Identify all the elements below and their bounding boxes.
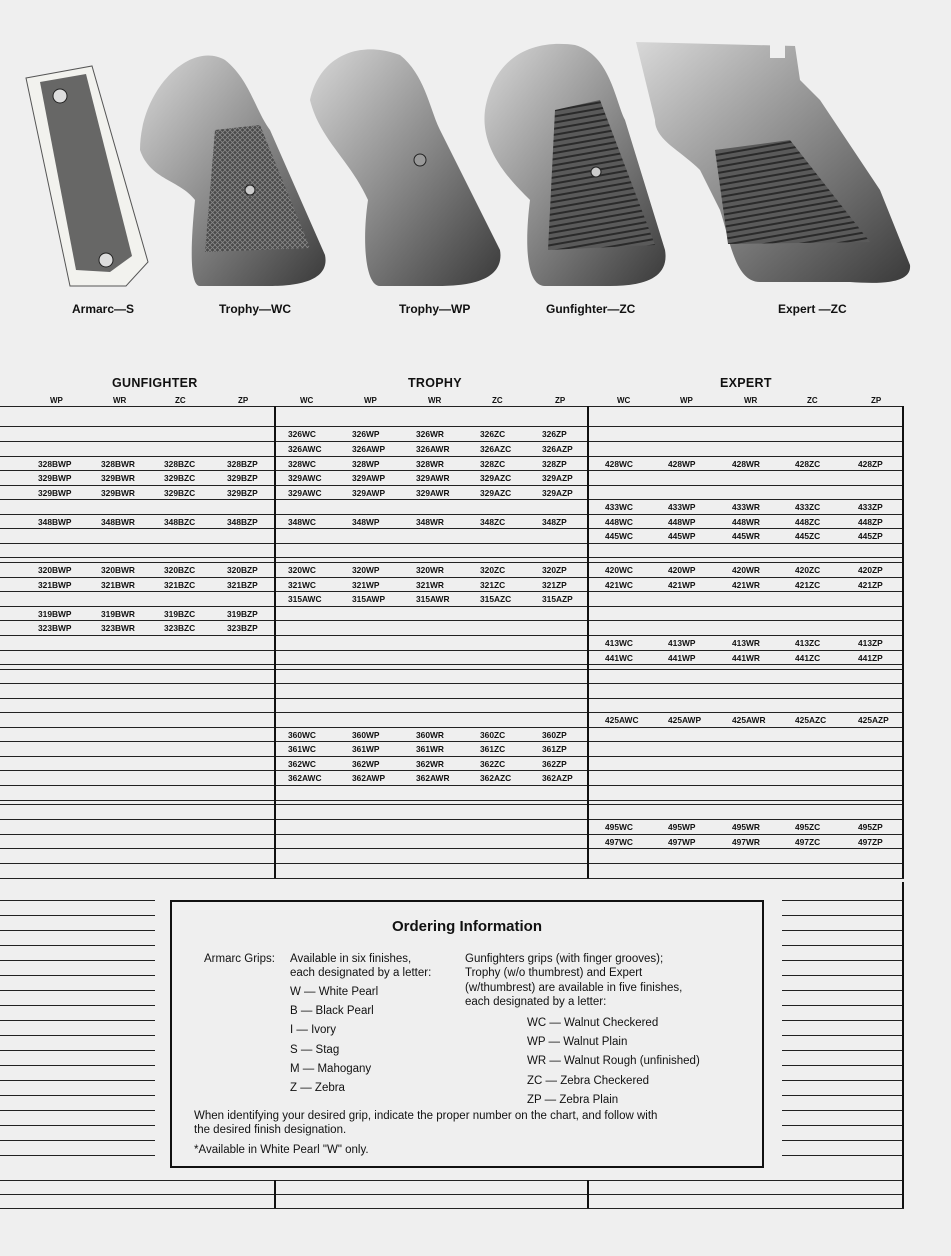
side-rule [782, 915, 902, 916]
column-header: ZC [492, 396, 503, 405]
table-cell: 421WR [732, 580, 760, 590]
table-cell: 320BZC [164, 565, 196, 575]
column-header: WP [364, 396, 377, 405]
side-rule [0, 915, 155, 916]
side-rule [782, 900, 902, 901]
table-rule [0, 863, 904, 864]
armarc-finish: Z — Zebra [290, 1082, 345, 1094]
instruction-line-2: the desired finish designation. [194, 1124, 347, 1136]
table-cell: 328BZP [227, 459, 258, 469]
table-cell: 319BWR [101, 609, 135, 619]
gun-finish: WR — Walnut Rough (unfinished) [527, 1055, 700, 1067]
table-cell: 321ZC [480, 580, 506, 590]
column-header: ZP [871, 396, 882, 405]
table-cell: 448WP [668, 517, 696, 527]
table-rule [0, 470, 904, 471]
table-cell: 362WP [352, 759, 380, 769]
gun-finish: ZC — Zebra Checkered [527, 1075, 650, 1087]
table-cell: 319BWP [38, 609, 72, 619]
table-rule [0, 1180, 904, 1181]
caption-armarc: Armarc—S [72, 302, 135, 316]
table-cell: 315AZC [480, 594, 512, 604]
side-rule [782, 930, 902, 931]
table-cell: 361WP [352, 744, 380, 754]
table-cell: 495WC [605, 822, 633, 832]
table-rule [0, 441, 904, 442]
table-cell: 361WR [416, 744, 444, 754]
table-cell: 321BWR [101, 580, 135, 590]
table-cell: 321BZP [227, 580, 258, 590]
table-cell: 329AWP [352, 488, 386, 498]
table-cell: 441WR [732, 653, 760, 663]
table-cell: 421WC [605, 580, 633, 590]
table-rule [0, 804, 904, 805]
table-rule [0, 770, 904, 771]
table-cell: 348WC [288, 517, 316, 527]
table-cell: 433ZC [795, 502, 821, 512]
table-cell: 495ZP [858, 822, 883, 832]
side-rule [0, 1095, 155, 1096]
table-cell: 361ZC [480, 744, 506, 754]
table-cell: 323BZC [164, 623, 196, 633]
caption-trophy-wp: Trophy—WP [399, 302, 471, 316]
table-cell: 348WR [416, 517, 444, 527]
side-rule [0, 990, 155, 991]
table-rule [0, 669, 904, 670]
table-cell: 323BWR [101, 623, 135, 633]
section-gunfighter: GUNFIGHTER [112, 376, 198, 390]
table-cell: 495ZC [795, 822, 821, 832]
table-cell: 360WP [352, 730, 380, 740]
table-cell: 428WP [668, 459, 696, 469]
table-cell: 497ZP [858, 837, 883, 847]
side-rule [0, 1020, 155, 1021]
table-cell: 433WC [605, 502, 633, 512]
availability-note: *Available in White Pearl "W" only. [194, 1144, 369, 1156]
side-rule [782, 945, 902, 946]
table-cell: 425AWC [605, 715, 639, 725]
armarc-grip-image [26, 66, 148, 286]
table-rule [0, 756, 904, 757]
side-rule [0, 1125, 155, 1126]
column-divider [587, 1180, 589, 1208]
table-cell: 326WC [288, 429, 316, 439]
table-rule [0, 406, 904, 407]
side-rule [0, 1110, 155, 1111]
grip-photos [0, 0, 951, 300]
side-rule [782, 960, 902, 961]
column-divider [902, 882, 904, 1208]
column-header: ZC [807, 396, 818, 405]
table-cell: 413WR [732, 638, 760, 648]
table-cell: 329BWR [101, 473, 135, 483]
table-cell: 326AZP [542, 444, 573, 454]
side-rule [782, 975, 902, 976]
side-rule [782, 1035, 902, 1036]
table-rule [0, 591, 904, 592]
table-cell: 328BWR [101, 459, 135, 469]
table-rule [0, 878, 904, 879]
table-rule [0, 577, 904, 578]
table-cell: 328ZP [542, 459, 567, 469]
armarc-text-1: Available in six finishes, [290, 953, 412, 965]
side-rule [0, 1035, 155, 1036]
table-cell: 362AZP [542, 773, 573, 783]
table-cell: 433WP [668, 502, 696, 512]
table-cell: 360WR [416, 730, 444, 740]
table-cell: 362WR [416, 759, 444, 769]
table-cell: 326AWC [288, 444, 322, 454]
table-cell: 328BWP [38, 459, 72, 469]
side-rule [0, 900, 155, 901]
side-rule [782, 1155, 902, 1156]
side-rule [0, 945, 155, 946]
table-cell: 445WP [668, 531, 696, 541]
table-cell: 329BWP [38, 473, 72, 483]
side-rule [782, 990, 902, 991]
table-cell: 320WP [352, 565, 380, 575]
ordering-title: Ordering Information [392, 918, 542, 935]
side-rule [0, 930, 155, 931]
table-rule [0, 664, 904, 665]
table-cell: 321WP [352, 580, 380, 590]
table-rule [0, 683, 904, 684]
side-rule [782, 1110, 902, 1111]
table-rule [0, 499, 904, 500]
table-cell: 329BZP [227, 473, 258, 483]
table-cell: 329BZC [164, 488, 196, 498]
table-rule [0, 557, 904, 558]
table-cell: 320ZP [542, 565, 567, 575]
table-cell: 361ZP [542, 744, 567, 754]
table-cell: 329BWR [101, 488, 135, 498]
table-rule [0, 606, 904, 607]
table-rule [0, 800, 904, 801]
ordering-info-box [170, 900, 764, 1168]
table-cell: 315AWR [416, 594, 450, 604]
table-cell: 421WP [668, 580, 696, 590]
table-cell: 448ZP [858, 517, 883, 527]
table-cell: 326AWP [352, 444, 386, 454]
side-rule [782, 1140, 902, 1141]
column-divider [587, 406, 589, 878]
table-cell: 428WR [732, 459, 760, 469]
table-cell: 326AZC [480, 444, 512, 454]
table-rule [0, 528, 904, 529]
table-rule [0, 456, 904, 457]
table-cell: 497ZC [795, 837, 821, 847]
gunfighter-zc-grip-image [484, 44, 665, 286]
side-rule [0, 1065, 155, 1066]
side-rule [0, 1155, 155, 1156]
column-header: WR [744, 396, 758, 405]
table-cell: 445WC [605, 531, 633, 541]
table-cell: 360ZC [480, 730, 506, 740]
table-cell: 348BZC [164, 517, 196, 527]
table-rule [0, 785, 904, 786]
table-cell: 348BZP [227, 517, 258, 527]
table-cell: 329AZP [542, 488, 573, 498]
table-cell: 315AWP [352, 594, 386, 604]
table-cell: 328ZC [480, 459, 506, 469]
table-cell: 495WP [668, 822, 696, 832]
trophy-wc-grip-image [140, 56, 326, 286]
table-cell: 329AWC [288, 488, 322, 498]
section-trophy: TROPHY [408, 376, 462, 390]
table-rule [0, 1194, 904, 1195]
table-cell: 441WP [668, 653, 696, 663]
table-rule [0, 698, 904, 699]
table-cell: 362WC [288, 759, 316, 769]
table-cell: 326WP [352, 429, 380, 439]
table-cell: 360WC [288, 730, 316, 740]
table-cell: 420ZP [858, 565, 883, 575]
armarc-finish: B — Black Pearl [290, 1005, 374, 1017]
table-rule [0, 426, 904, 427]
table-cell: 320WC [288, 565, 316, 575]
table-cell: 319BZP [227, 609, 258, 619]
table-cell: 329BZP [227, 488, 258, 498]
side-rule [0, 1140, 155, 1141]
table-cell: 413ZC [795, 638, 821, 648]
column-divider [274, 406, 276, 878]
column-header: ZP [555, 396, 566, 405]
table-cell: 326ZC [480, 429, 506, 439]
table-cell: 329AWP [352, 473, 386, 483]
table-cell: 420WR [732, 565, 760, 575]
column-header: WP [680, 396, 693, 405]
table-cell: 425AZC [795, 715, 827, 725]
table-cell: 320ZC [480, 565, 506, 575]
table-cell: 421ZC [795, 580, 821, 590]
table-cell: 328BZC [164, 459, 196, 469]
gun-text-3: (w/thumbrest) are available in five finishes, [465, 982, 683, 994]
table-cell: 320WR [416, 565, 444, 575]
table-cell: 328WC [288, 459, 316, 469]
table-cell: 441ZC [795, 653, 821, 663]
armarc-finish: S — Stag [290, 1044, 340, 1056]
table-cell: 445ZC [795, 531, 821, 541]
table-cell: 428ZP [858, 459, 883, 469]
caption-expert-zc: Expert —ZC [778, 302, 847, 316]
side-rule [0, 1005, 155, 1006]
table-cell: 323BZP [227, 623, 258, 633]
column-header: ZP [238, 396, 249, 405]
armarc-finish: M — Mahogany [290, 1063, 372, 1075]
table-cell: 362AWC [288, 773, 322, 783]
table-cell: 362ZP [542, 759, 567, 769]
table-cell: 348BWP [38, 517, 72, 527]
table-cell: 420WC [605, 565, 633, 575]
caption-trophy-wc: Trophy—WC [219, 302, 291, 316]
table-rule [0, 1208, 904, 1209]
column-divider [902, 406, 904, 878]
table-cell: 441WC [605, 653, 633, 663]
table-cell: 348ZC [480, 517, 506, 527]
column-divider [274, 1180, 276, 1208]
table-cell: 329AZP [542, 473, 573, 483]
table-cell: 497WC [605, 837, 633, 847]
table-cell: 348BWR [101, 517, 135, 527]
table-cell: 448WR [732, 517, 760, 527]
table-cell: 329AZC [480, 488, 512, 498]
column-header: WR [428, 396, 442, 405]
table-cell: 348ZP [542, 517, 567, 527]
trophy-wp-grip-image [310, 49, 500, 286]
table-cell: 495WR [732, 822, 760, 832]
section-expert: EXPERT [720, 376, 772, 390]
table-cell: 315AZP [542, 594, 573, 604]
table-cell: 445WR [732, 531, 760, 541]
table-rule [0, 848, 904, 849]
table-cell: 320BWP [38, 565, 72, 575]
table-cell: 362AZC [480, 773, 512, 783]
table-cell: 329BZC [164, 473, 196, 483]
table-rule [0, 635, 904, 636]
table-cell: 321WR [416, 580, 444, 590]
table-cell: 445ZP [858, 531, 883, 541]
column-header: ZC [175, 396, 186, 405]
table-cell: 326AWR [416, 444, 450, 454]
table-rule [0, 485, 904, 486]
gun-text-2: Trophy (w/o thumbrest) and Expert [465, 967, 643, 979]
table-cell: 362AWP [352, 773, 386, 783]
caption-gunfighter-zc: Gunfighter—ZC [546, 302, 636, 316]
table-cell: 348WP [352, 517, 380, 527]
column-header: WC [300, 396, 314, 405]
column-header: WC [617, 396, 631, 405]
table-cell: 320BWR [101, 565, 135, 575]
table-cell: 362AWR [416, 773, 450, 783]
table-cell: 326WR [416, 429, 444, 439]
side-rule [782, 1125, 902, 1126]
table-cell: 328WR [416, 459, 444, 469]
table-rule [0, 712, 904, 713]
instruction-line-1: When identifying your desired grip, indicate the proper number on the chart, and follow with [194, 1110, 658, 1122]
gun-text-1: Gunfighters grips (with finger grooves); [465, 953, 664, 965]
table-rule [0, 741, 904, 742]
table-cell: 360ZP [542, 730, 567, 740]
table-cell: 321WC [288, 580, 316, 590]
column-header: WP [50, 396, 63, 405]
table-rule [0, 562, 904, 563]
table-cell: 329AWR [416, 488, 450, 498]
table-cell: 329AWR [416, 473, 450, 483]
column-header: WR [113, 396, 127, 405]
table-cell: 448ZC [795, 517, 821, 527]
gun-finish: ZP — Zebra Plain [527, 1094, 619, 1106]
table-cell: 315AWC [288, 594, 322, 604]
table-cell: 428WC [605, 459, 633, 469]
table-cell: 320BZP [227, 565, 258, 575]
table-cell: 323BWP [38, 623, 72, 633]
table-cell: 413WC [605, 638, 633, 648]
table-cell: 321BWP [38, 580, 72, 590]
table-rule [0, 620, 904, 621]
table-rule [0, 543, 904, 544]
table-cell: 362ZC [480, 759, 506, 769]
armarc-lead: Armarc Grips: [204, 953, 275, 965]
table-cell: 321ZP [542, 580, 567, 590]
side-rule [782, 1005, 902, 1006]
side-rule [782, 1050, 902, 1051]
table-cell: 428ZC [795, 459, 821, 469]
table-rule [0, 650, 904, 651]
armarc-finish: W — White Pearl [290, 986, 379, 998]
gun-finish: WC — Walnut Checkered [527, 1017, 659, 1029]
table-cell: 329BWP [38, 488, 72, 498]
table-cell: 433WR [732, 502, 760, 512]
table-rule [0, 819, 904, 820]
table-cell: 329AZC [480, 473, 512, 483]
table-cell: 441ZP [858, 653, 883, 663]
table-cell: 425AWR [732, 715, 766, 725]
table-cell: 421ZP [858, 580, 883, 590]
table-cell: 433ZP [858, 502, 883, 512]
gun-finish: WP — Walnut Plain [527, 1036, 628, 1048]
table-cell: 361WC [288, 744, 316, 754]
expert-zc-grip-image [636, 42, 910, 283]
table-cell: 413WP [668, 638, 696, 648]
armarc-text-2: each designated by a letter: [290, 967, 432, 979]
side-rule [0, 960, 155, 961]
table-cell: 497WP [668, 837, 696, 847]
side-rule [0, 1050, 155, 1051]
table-cell: 420ZC [795, 565, 821, 575]
table-cell: 448WC [605, 517, 633, 527]
side-rule [0, 1080, 155, 1081]
table-cell: 425AWP [668, 715, 702, 725]
side-rule [782, 1095, 902, 1096]
side-rule [0, 975, 155, 976]
gun-text-4: each designated by a letter: [465, 996, 607, 1008]
table-cell: 319BZC [164, 609, 196, 619]
table-cell: 321BZC [164, 580, 196, 590]
table-cell: 329AWC [288, 473, 322, 483]
side-rule [782, 1080, 902, 1081]
table-rule [0, 514, 904, 515]
table-cell: 425AZP [858, 715, 889, 725]
table-cell: 420WP [668, 565, 696, 575]
side-rule [782, 1065, 902, 1066]
table-rule [0, 727, 904, 728]
table-cell: 413ZP [858, 638, 883, 648]
table-cell: 326ZP [542, 429, 567, 439]
table-cell: 328WP [352, 459, 380, 469]
armarc-finish: I — Ivory [290, 1024, 337, 1036]
side-rule [782, 1020, 902, 1021]
table-cell: 497WR [732, 837, 760, 847]
table-rule [0, 834, 904, 835]
